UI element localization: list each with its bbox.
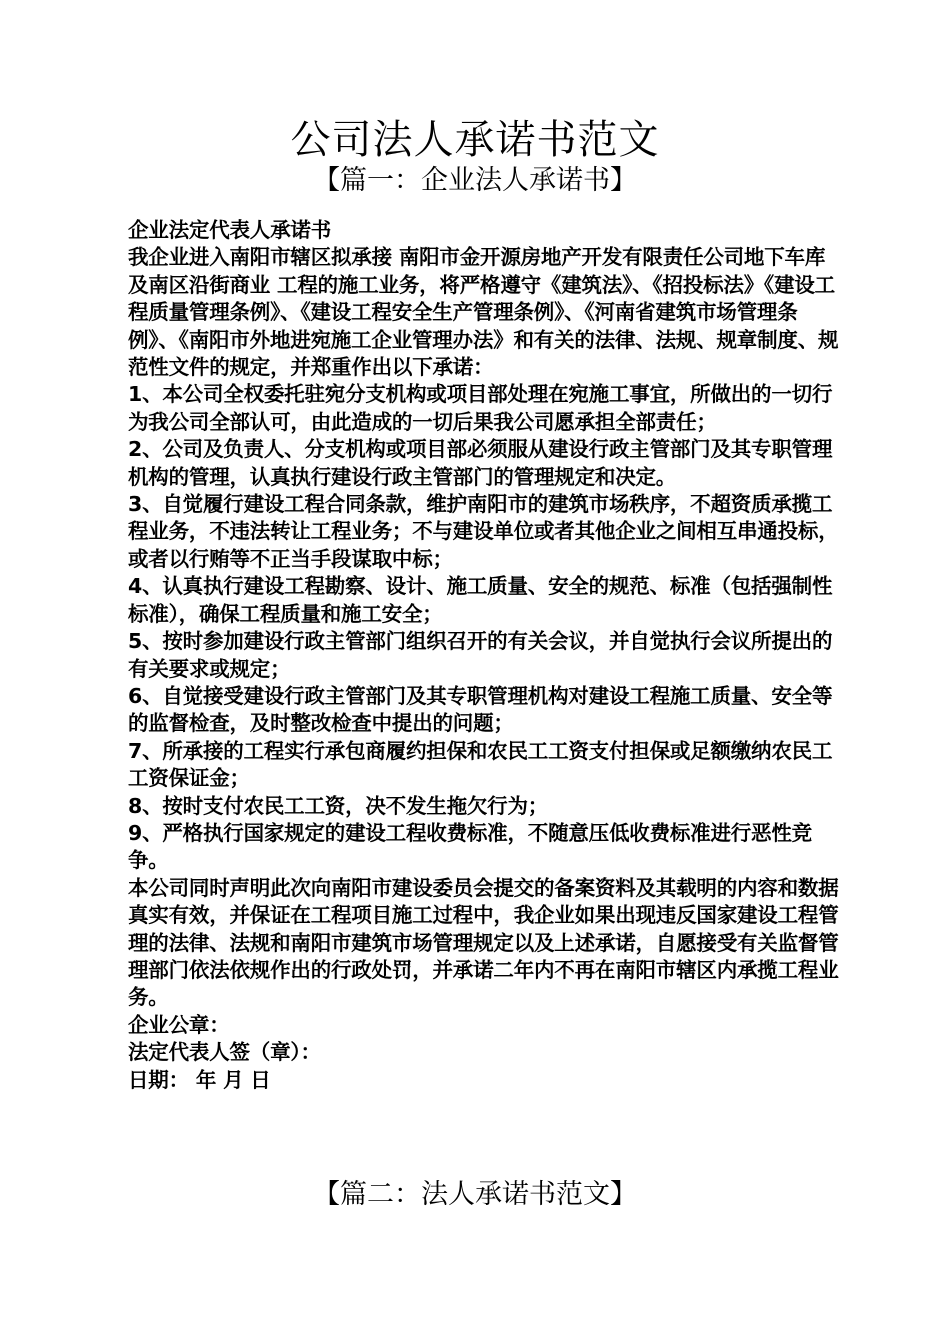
commitment-item-7: 7、所承接的工程实行承包商履约担保和农民工工资支付担保或足额缴纳农民工工资保证金； xyxy=(128,738,833,791)
commitment-item-5: 5、按时参加建设行政主管部门组织召开的有关会议，并自觉执行会议所提出的有关要求或规定； xyxy=(128,629,833,681)
company-seal-line: 企业公章： xyxy=(128,1012,230,1037)
declaration-paragraph: 本公司同时声明此次向南阳市建设委员会提交的备案资料及其载明的内容和数据真实有效，并保证在工程项目施工过程中，我企业如果出现违反国家建设工程管理的法律、法规和南阳市建筑市场管理规定以及上述承诺，自愿接受有关监督管理部门依法依规作出的行政处罚，并承诺二年内不再在南阳市辖区内承揽工程业务。 xyxy=(128,875,839,1010)
commitment-item-6: 6、自觉接受建设行政主管部门及其专职管理机构对建设工程施工质量、安全等的监督检查，及时整改检查中提出的问题； xyxy=(128,683,833,736)
commitment-item-3: 3、自觉履行建设工程合同条款，维护南阳市的建筑市场秩序，不超资质承揽工程业务，不违法转让工程业务；不与建设单位或者其他企业之间相互串通投标，或者以行贿等不正当手段谋取中标； xyxy=(128,492,839,571)
section-heading-1: 【篇一：企业法人承诺书】 xyxy=(313,165,637,196)
commitment-item-2: 2、公司及负责人、分支机构或项目部必须服从建设行政主管部门及其专职管理机构的管理，认真执行建设行政主管部门的管理规定和决定。 xyxy=(128,437,833,489)
body-heading: 企业法定代表人承诺书 xyxy=(128,218,331,242)
commitment-item-8: 8、按时支付农民工工资，决不发生拖欠行为； xyxy=(128,793,549,818)
intro-paragraph: 我企业进入南阳市辖区拟承接 南阳市金开源房地产开发有限责任公司地下车库及南区沿街商业 工程的施工业务，将严格遵守《建筑法》、《招投标法》《建设工程质量管理条例》、《建设工程安全生产管理条例》、《河南省建筑市场管理条例》、《南阳市外地进宛施工企业管理办法》和有关的法律、法规、规章制度、规范性文件的规定，并郑重作出以下承诺： xyxy=(128,245,839,380)
commitment-item-9: 9、严格执行国家规定的建设工程收费标准，不随意压低收费标准进行恶性竞争。 xyxy=(128,820,812,873)
document-title: 公司法人承诺书范文 xyxy=(290,117,660,163)
representative-signature-line: 法定代表人签（章）： xyxy=(128,1040,321,1065)
commitment-item-4: 4、认真执行建设工程勘察、设计、施工质量、安全的规范、标准（包括强制性标准），确保工程质量和施工安全； xyxy=(128,574,833,626)
section-heading-2: 【篇二：法人承诺书范文】 xyxy=(313,1179,637,1210)
document-body xyxy=(116,217,842,1094)
commitment-item-1: 1、本公司全权委托驻宛分支机构或项目部处理在宛施工事宜，所做出的一切行为我公司全部认可，由此造成的一切后果我公司愿承担全部责任； xyxy=(128,382,833,434)
date-line: 日期： 年 月 日 xyxy=(128,1067,271,1092)
